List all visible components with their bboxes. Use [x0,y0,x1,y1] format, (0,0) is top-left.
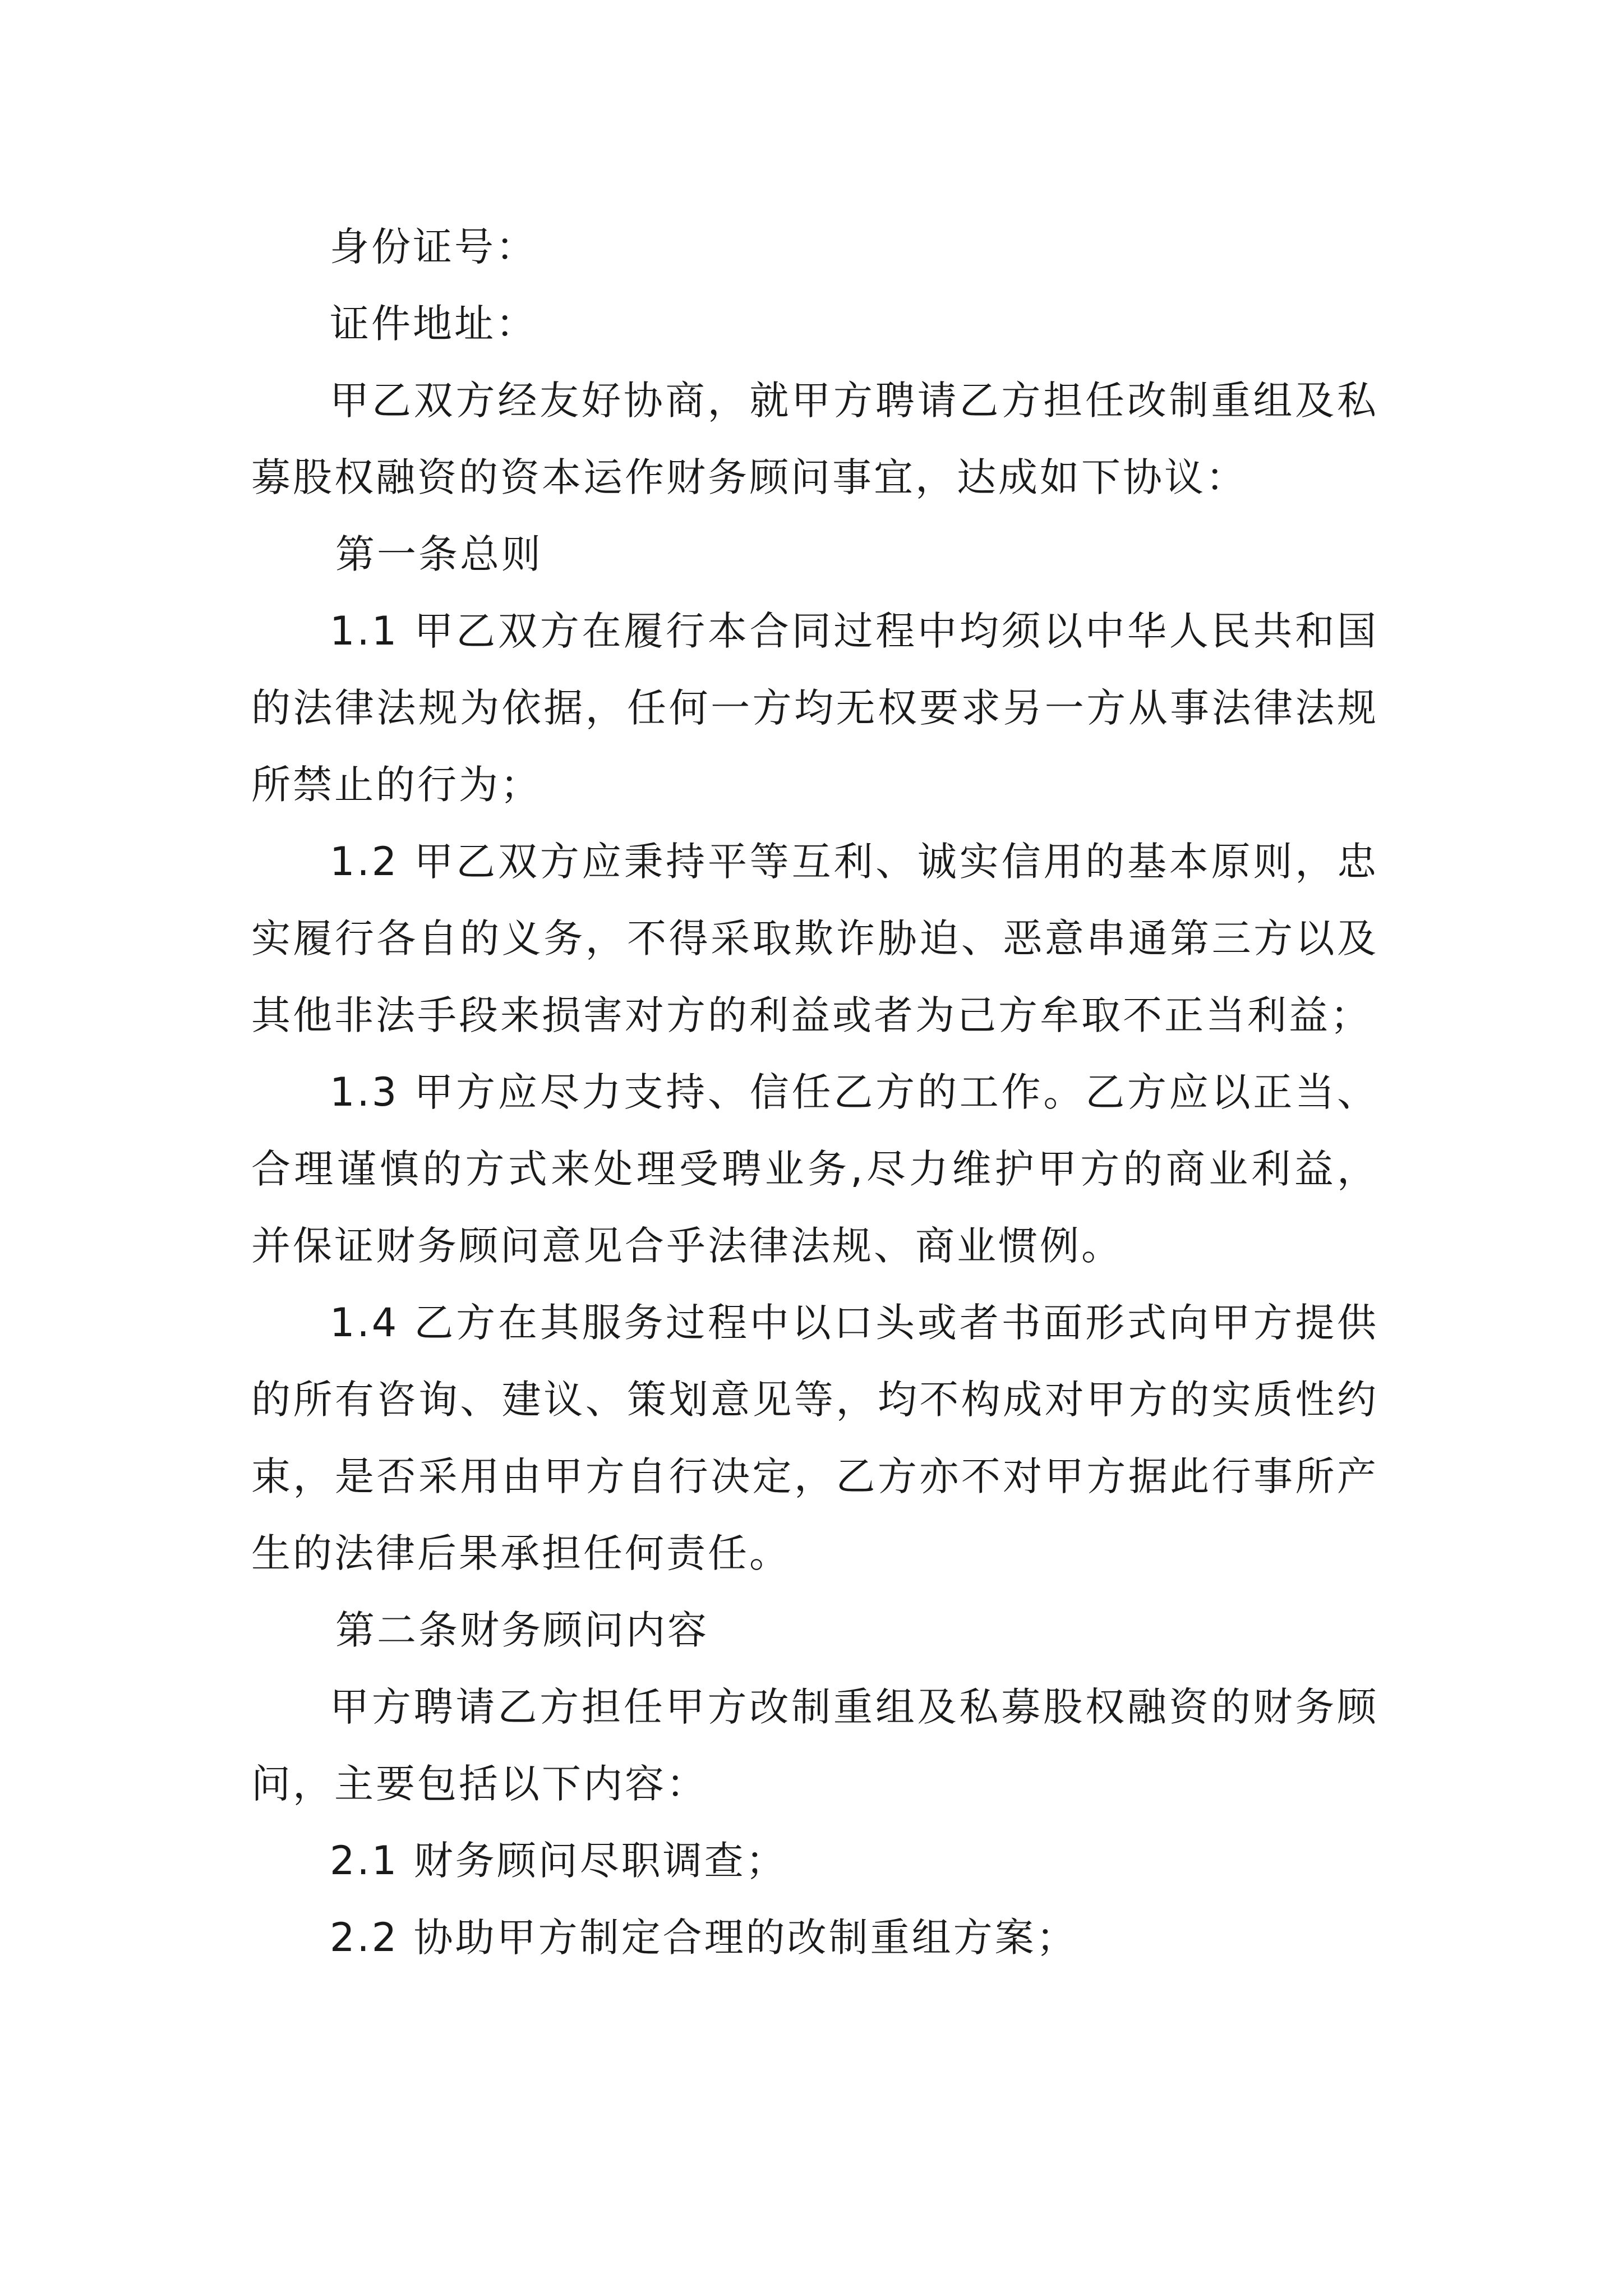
article-two-intro: 甲方聘请乙方担任甲方改制重组及私募股权融资的财务顾问，主要包括以下内容： [251,1684,1378,1807]
clause-1-4: 1.4 乙方在其服务过程中以口头或者书面形式向甲方提供的所有咨询、建议、策划意见等，均不构成对甲方的实质性约束，是否采用由甲方自行决定，乙方亦不对甲方据此行事所产生的法律后果承担任何责任。 [251,1300,1378,1576]
clause-2-2: 2.2 协助甲方制定合理的改制重组方案； [330,1915,1078,1961]
clause-1-1: 1.1 甲乙双方在履行本合同过程中均须以中华人民共和国的法律法规为依据，任何一方均无权要求另一方从事法律法规所禁止的行为； [251,608,1378,808]
article-two-heading: 第二条财务顾问内容 [335,1607,709,1653]
clause-1-2: 1.2 甲乙双方应秉持平等互利、诚实信用的基本原则，忠实履行各自的义务，不得采取欺诈胁迫、恶意串通第三方以及其他非法手段来损害对方的利益或者为己方牟取不正当利益； [251,839,1378,1038]
certificate-address-label: 证件地址： [330,301,537,347]
preamble-paragraph: 甲乙双方经友好协商，就甲方聘请乙方担任改制重组及私募股权融资的资本运作财务顾问事宜，达成如下协议： [251,378,1378,500]
id-number-label: 身份证号： [330,224,537,270]
clause-2-1: 2.1 财务顾问尽职调查； [330,1838,787,1884]
article-one-heading: 第一条总则 [335,531,543,577]
clause-1-3: 1.3 甲方应尽力支持、信任乙方的工作。乙方应以正当、合理谨慎的方式来处理受聘业务,尽力维护甲方的商业利益，并保证财务顾问意见合乎法律法规、商业惯例。 [251,1069,1378,1269]
document-body [251,209,1378,1976]
